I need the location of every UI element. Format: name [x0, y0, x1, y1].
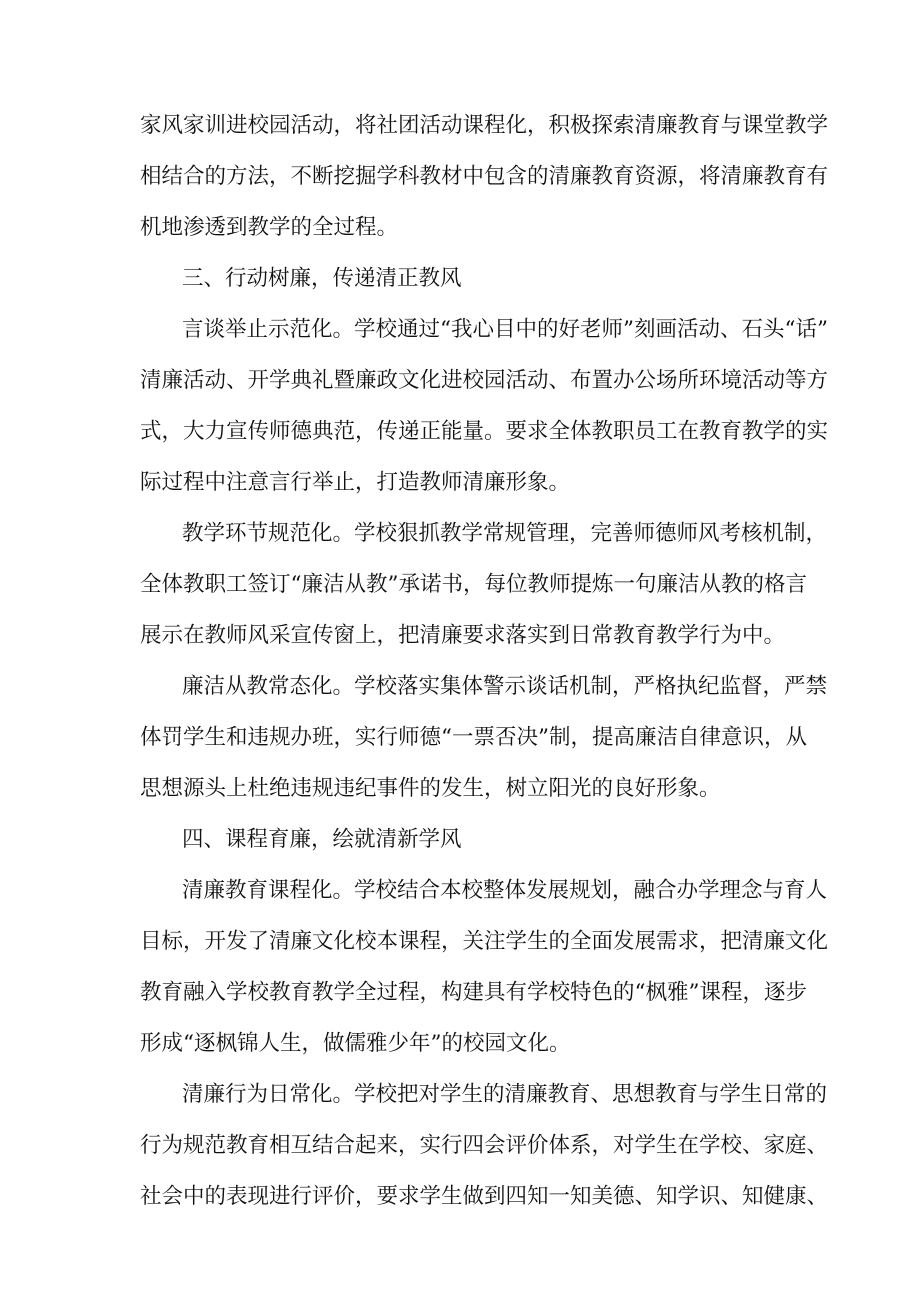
paragraph-line: 际过程中注意言行举止，打造教师清廉形象。	[140, 470, 571, 495]
paragraph-line: 教育融入学校教育教学全过程，构建具有学校特色的“枫雅”课程，逐步	[140, 980, 807, 1005]
paragraph-line: 家风家训进校园活动，将社团活动课程化，积极探索清廉教育与课堂教学	[140, 113, 829, 138]
paragraph-line: 廉洁从教常态化。学校落实集体警示谈话机制，严格执纪监督，严禁	[182, 674, 828, 699]
paragraph-line: 形成“逐枫锦人生，做儒雅少年”的校园文化。	[140, 1031, 571, 1056]
paragraph-line: 机地渗透到教学的全过程。	[140, 215, 399, 240]
paragraph-line: 清廉行为日常化。学校把对学生的清廉教育、思想教育与学生日常的	[182, 1082, 828, 1107]
paragraph-line: 体罚学生和违规办班，实行师德“一票否决”制，提高廉洁自律意识，从	[140, 725, 807, 750]
paragraph-line: 展示在教师风采宣传窗上，把清廉要求落实到日常教育教学行为中。	[140, 623, 786, 648]
paragraph-line: 思想源头上杜绝违规违纪事件的发生，树立阳光的良好形象。	[140, 776, 721, 801]
section-heading: 三、行动树廉，传递清正教风	[182, 266, 462, 291]
paragraph-line: 全体教职工签订“廉洁从教”承诺书，每位教师提炼一句廉洁从教的格言	[140, 572, 807, 597]
paragraph-line: 相结合的方法，不断挖掘学科教材中包含的清廉教育资源，将清廉教育有	[140, 164, 829, 189]
paragraph-line: 式，大力宣传师德典范，传递正能量。要求全体教职员工在教育教学的实	[140, 419, 829, 444]
paragraph-line: 教学环节规范化。学校狠抓教学常规管理，完善师德师风考核机制，	[182, 521, 828, 546]
paragraph-line: 清廉活动、开学典礼暨廉政文化进校园活动、布置办公场所环境活动等方	[140, 368, 829, 393]
section-heading: 四、课程育廉，绘就清新学风	[182, 827, 462, 852]
paragraph-line: 社会中的表现进行评价，要求学生做到四知一知美德、知学识、知健康、	[140, 1184, 829, 1209]
paragraph-line: 行为规范教育相互结合起来，实行四会评价体系，对学生在学校、家庭、	[140, 1133, 829, 1158]
paragraph-line: 清廉教育课程化。学校结合本校整体发展规划，融合办学理念与育人	[182, 878, 828, 903]
paragraph-line: 目标，开发了清廉文化校本课程，关注学生的全面发展需求，把清廉文化	[140, 929, 829, 954]
paragraph-line: 言谈举止示范化。学校通过“我心目中的好老师”刻画活动、石头“话”	[182, 317, 828, 342]
